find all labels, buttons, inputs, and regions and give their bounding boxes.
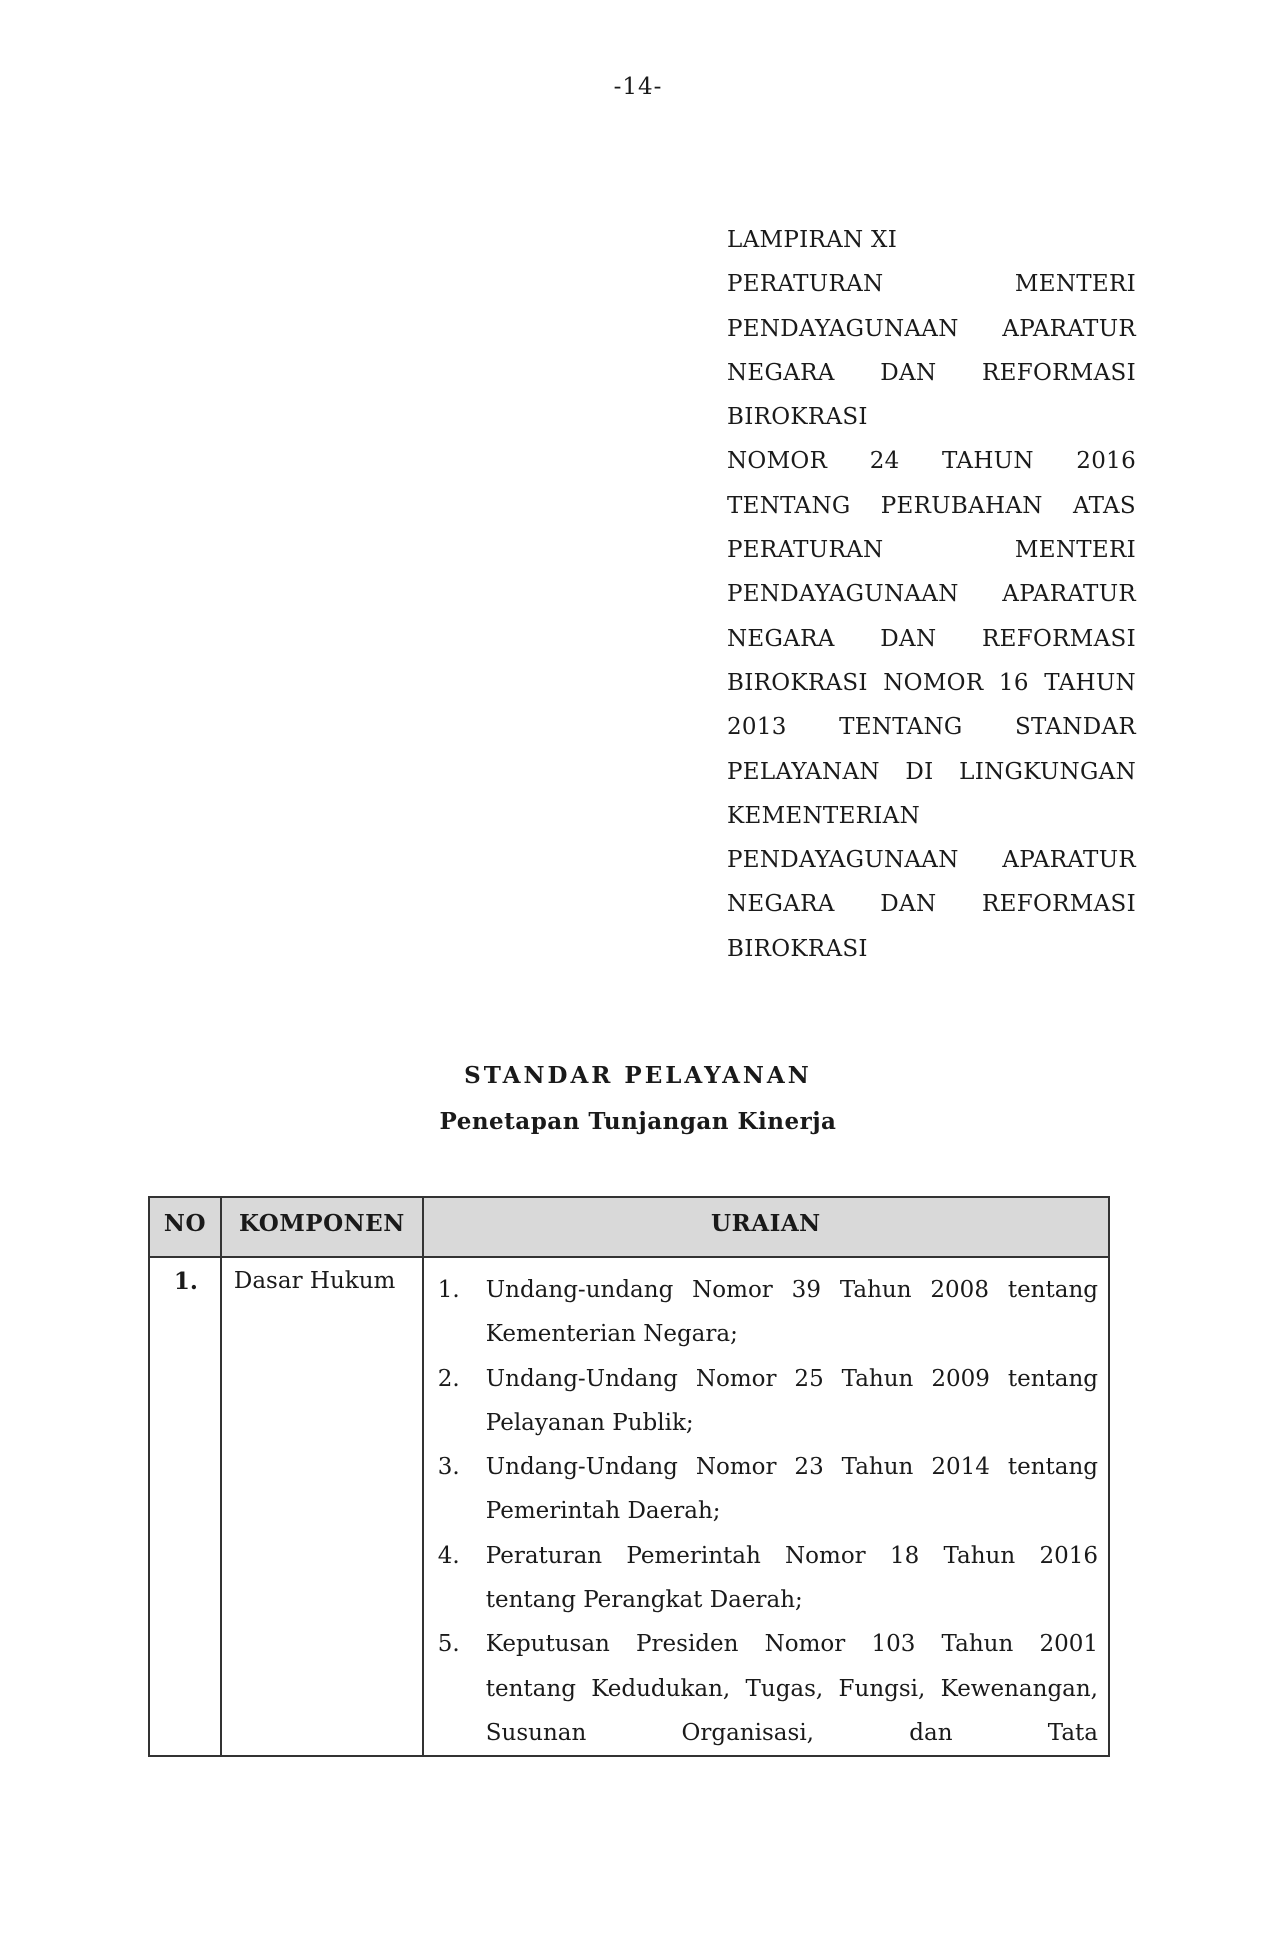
list-item-text: Undang-Undang Nomor 25 Tahun 2009 tentang Pelayanan Publik; — [485, 1365, 1098, 1436]
header-komponen: KOMPONEN — [221, 1197, 423, 1257]
lampiran-word: PERATURAN — [727, 271, 884, 298]
document-title: STANDAR PELAYANAN — [464, 1062, 812, 1089]
list-item-number: 2. — [437, 1365, 460, 1392]
lampiran-line — [727, 484, 1136, 528]
standard-service-table — [148, 1196, 1110, 1757]
lampiran-word: DAN — [880, 891, 937, 918]
list-item — [438, 1357, 1098, 1446]
table-header-row — [149, 1197, 1109, 1257]
lampiran-word: PERATURAN — [727, 537, 884, 564]
legal-basis-list — [438, 1268, 1098, 1755]
lampiran-word: PENDAYAGUNAAN — [727, 847, 959, 874]
page-number: -14- — [613, 74, 663, 100]
lampiran-word: DAN — [880, 625, 937, 652]
list-item-text: Undang-undang Nomor 39 Tahun 2008 tentang Kementerian Negara; — [485, 1277, 1098, 1348]
lampiran-line — [727, 307, 1136, 351]
lampiran-word: APARATUR — [1002, 315, 1136, 342]
table-row — [149, 1257, 1109, 1756]
lampiran-word: 24 — [869, 448, 900, 475]
list-item-number: 4. — [437, 1542, 460, 1569]
list-item-number: 5. — [437, 1631, 460, 1658]
lampiran-word: REFORMASI — [982, 625, 1136, 652]
lampiran-line — [727, 882, 1136, 926]
lampiran-word: APARATUR — [1002, 581, 1136, 608]
document-subtitle: Penetapan Tunjangan Kinerja — [439, 1108, 837, 1135]
lampiran-word: DI — [905, 758, 934, 785]
lampiran-word: TAHUN — [1044, 669, 1136, 696]
lampiran-line — [727, 838, 1136, 882]
lampiran-block — [727, 218, 1136, 971]
lampiran-line — [727, 705, 1136, 749]
lampiran-word: LAMPIRAN XI — [727, 227, 898, 253]
lampiran-line — [727, 572, 1136, 616]
lampiran-line — [727, 528, 1136, 572]
row-number: 1. — [149, 1257, 221, 1756]
lampiran-word: 16 — [998, 669, 1029, 696]
lampiran-word: NOMOR — [883, 669, 984, 696]
list-item-text: Undang-Undang Nomor 23 Tahun 2014 tentang Pemerintah Daerah; — [485, 1454, 1098, 1525]
lampiran-word: MENTERI — [1014, 271, 1136, 298]
lampiran-word: PENDAYAGUNAAN — [727, 581, 959, 608]
list-item — [438, 1268, 1098, 1357]
list-item — [438, 1534, 1098, 1623]
lampiran-word: PELAYANAN — [727, 758, 880, 785]
lampiran-word: LINGKUNGAN — [959, 758, 1136, 785]
list-item-text: Peraturan Pemerintah Nomor 18 Tahun 2016 tentang Perangkat Daerah; — [485, 1542, 1098, 1614]
lampiran-line — [727, 750, 1136, 794]
lampiran-word: ATAS — [1072, 492, 1136, 519]
lampiran-word: NEGARA — [727, 359, 835, 386]
lampiran-word: 2013 — [727, 714, 787, 741]
lampiran-word: MENTERI — [1014, 537, 1136, 564]
list-item-number: 1. — [437, 1277, 460, 1303]
lampiran-line — [727, 439, 1136, 483]
lampiran-word: STANDAR — [1014, 714, 1136, 741]
lampiran-line — [727, 661, 1136, 705]
lampiran-word: REFORMASI — [982, 891, 1136, 918]
lampiran-word: NEGARA — [727, 891, 835, 918]
lampiran-word: PENDAYAGUNAAN — [727, 315, 959, 342]
lampiran-line — [727, 351, 1136, 395]
lampiran-word: TENTANG — [839, 714, 963, 741]
lampiran-word: BIROKRASI — [727, 935, 868, 962]
lampiran-word: BIROKRASI — [727, 404, 868, 431]
lampiran-word: DAN — [880, 359, 937, 386]
lampiran-word: KEMENTERIAN — [727, 802, 921, 829]
header-no: NO — [149, 1197, 221, 1257]
lampiran-word: NEGARA — [727, 625, 835, 652]
lampiran-line — [727, 927, 1136, 971]
list-item — [438, 1445, 1098, 1534]
lampiran-word: 2016 — [1076, 448, 1136, 475]
lampiran-line — [727, 218, 1136, 262]
list-item-number: 3. — [437, 1454, 460, 1481]
lampiran-word: PERUBAHAN — [880, 492, 1043, 519]
lampiran-word: TENTANG — [727, 492, 851, 519]
list-item — [438, 1622, 1098, 1755]
lampiran-line — [727, 395, 1136, 439]
lampiran-word: APARATUR — [1002, 847, 1136, 874]
lampiran-word: TAHUN — [942, 448, 1034, 475]
row-komponen: Dasar Hukum — [221, 1257, 423, 1756]
lampiran-word: NOMOR — [727, 448, 828, 475]
lampiran-word: REFORMASI — [982, 359, 1136, 386]
lampiran-line — [727, 617, 1136, 661]
list-item-text: Keputusan Presiden Nomor 103 Tahun 2001 tentang Kedudukan, Tugas, Fungsi, Kewenangan, Susunan Organisasi, dan Tata — [485, 1631, 1098, 1746]
header-uraian: URAIAN — [423, 1197, 1109, 1257]
lampiran-line — [727, 262, 1136, 306]
lampiran-line — [727, 794, 1136, 838]
lampiran-word: BIROKRASI — [727, 669, 868, 696]
row-uraian — [423, 1257, 1109, 1756]
